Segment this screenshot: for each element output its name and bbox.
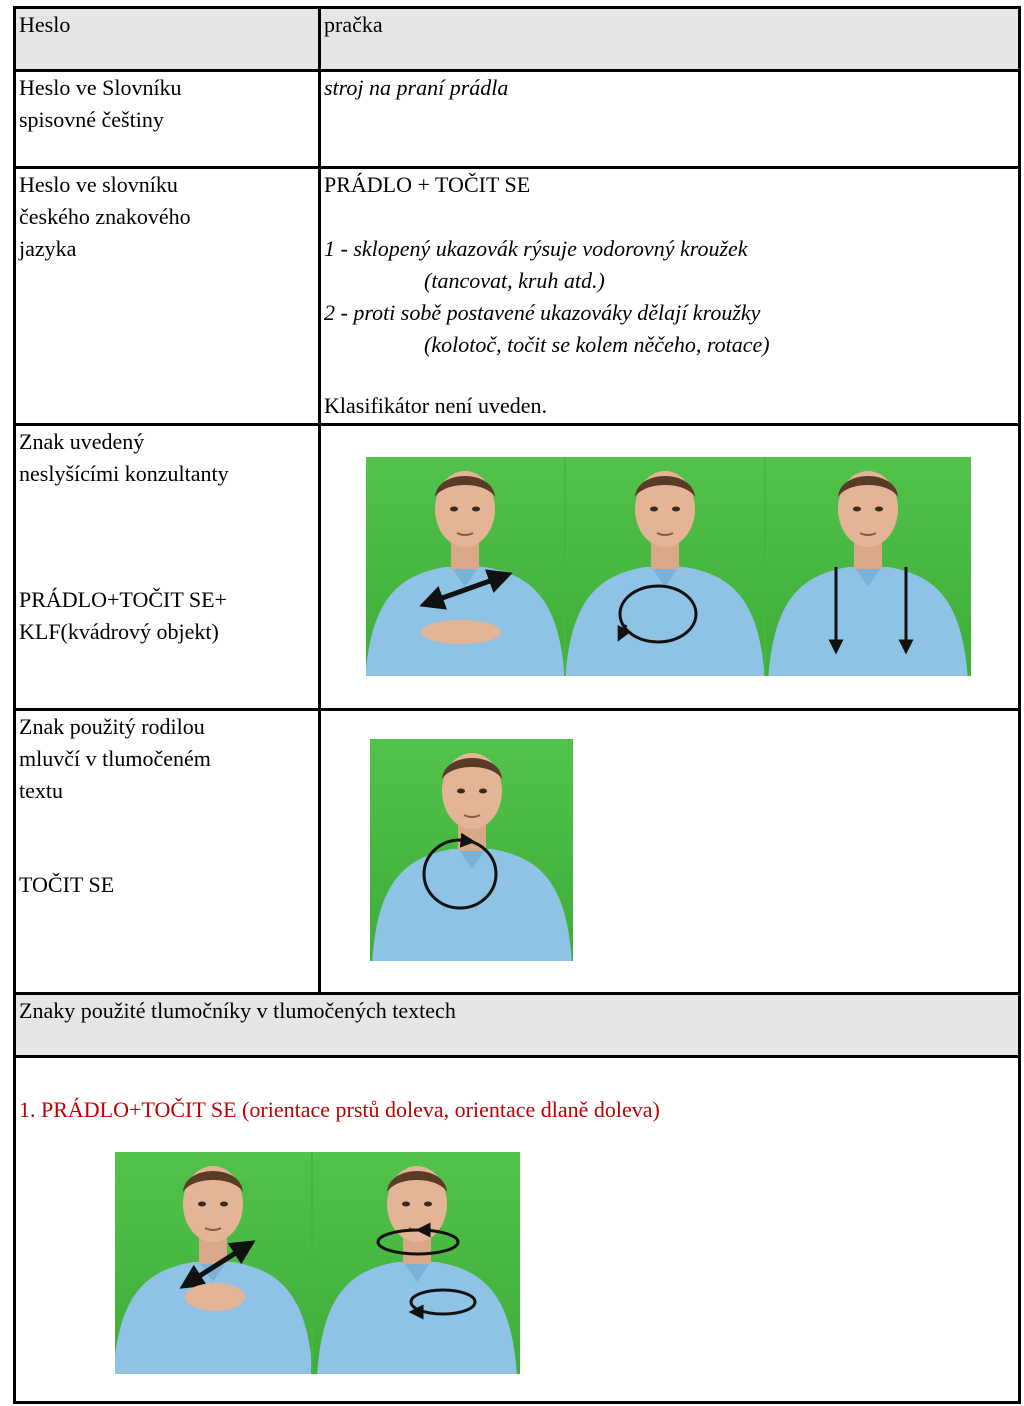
label-line: mluvčí v tlumočeném	[19, 746, 211, 771]
sign-photo-frame	[370, 739, 573, 961]
row-heslo	[16, 9, 1018, 72]
label-line: spisovné češtiny	[19, 107, 164, 132]
row-slovnik-cestiny	[16, 72, 1018, 169]
sign-photo-frame	[366, 457, 564, 676]
label-cell	[16, 9, 321, 69]
section-heading: Znaky použité tlumočníky v tlumočených textech	[19, 998, 456, 1023]
value-cell	[321, 426, 1018, 708]
label-line: textu	[19, 778, 63, 803]
circle-arrow-icon	[458, 840, 468, 841]
value-cell	[321, 9, 1018, 69]
variant-1: 1 - sklopený ukazovák rýsuje vodorovný kroužek	[324, 236, 748, 261]
sign-photo-frame	[566, 457, 764, 676]
sign-photo-strip	[366, 457, 971, 676]
photo-background	[370, 739, 573, 961]
label-line: jazyka	[19, 236, 77, 261]
row-tlumocnici-header	[16, 995, 1018, 1058]
value-cell	[321, 169, 1018, 423]
sign-photo-frame	[313, 1152, 520, 1374]
row-slovnik-czj	[16, 169, 1018, 426]
definition-text: stroj na praní prádla	[324, 75, 509, 100]
sign-gloss: KLF(kvádrový objekt)	[19, 619, 219, 644]
label-cell	[16, 426, 321, 708]
row-rodily-mluvci	[16, 711, 1018, 995]
label-cell	[16, 72, 321, 166]
label-cell	[16, 169, 321, 423]
classifier-note: Klasifikátor není uveden.	[324, 393, 547, 418]
entry-table	[13, 6, 1021, 1404]
sign-photo-frame	[766, 457, 971, 676]
label-line: českého znakového	[19, 204, 191, 229]
sign-photo-frame	[115, 1152, 311, 1374]
sign-photo-strip	[115, 1152, 520, 1374]
variant-1-red: 1. PRÁDLO+TOČIT SE (orientace prstů doleva, orientace dlaně doleva)	[19, 1097, 660, 1122]
label-line: neslyšícími konzultanty	[19, 461, 229, 486]
value-cell	[321, 711, 1018, 992]
variant-2: 2 - proti sobě postavené ukazováky dělají kroužky	[324, 300, 761, 325]
label-heslo: Heslo	[19, 12, 71, 37]
variant-1-note: (tancovat, kruh atd.)	[424, 268, 605, 293]
row-konzultanti	[16, 426, 1018, 711]
sign-title: PRÁDLO + TOČIT SE	[324, 172, 531, 197]
variant-2-note: (kolotoč, točit se kolem něčeho, rotace)	[424, 332, 770, 357]
value-cell	[321, 72, 1018, 166]
label-line: Heslo ve slovníku	[19, 172, 178, 197]
label-line: Znak použitý rodilou	[19, 714, 205, 739]
label-cell	[16, 711, 321, 992]
sign-gloss: PRÁDLO+TOČIT SE+	[19, 587, 227, 612]
sign-gloss: TOČIT SE	[19, 872, 115, 897]
label-line: Znak uvedený	[19, 429, 145, 454]
label-line: Heslo ve Slovníku	[19, 75, 182, 100]
row-tlumocnici-content	[16, 1058, 1018, 1401]
value-heslo: pračka	[324, 12, 383, 37]
